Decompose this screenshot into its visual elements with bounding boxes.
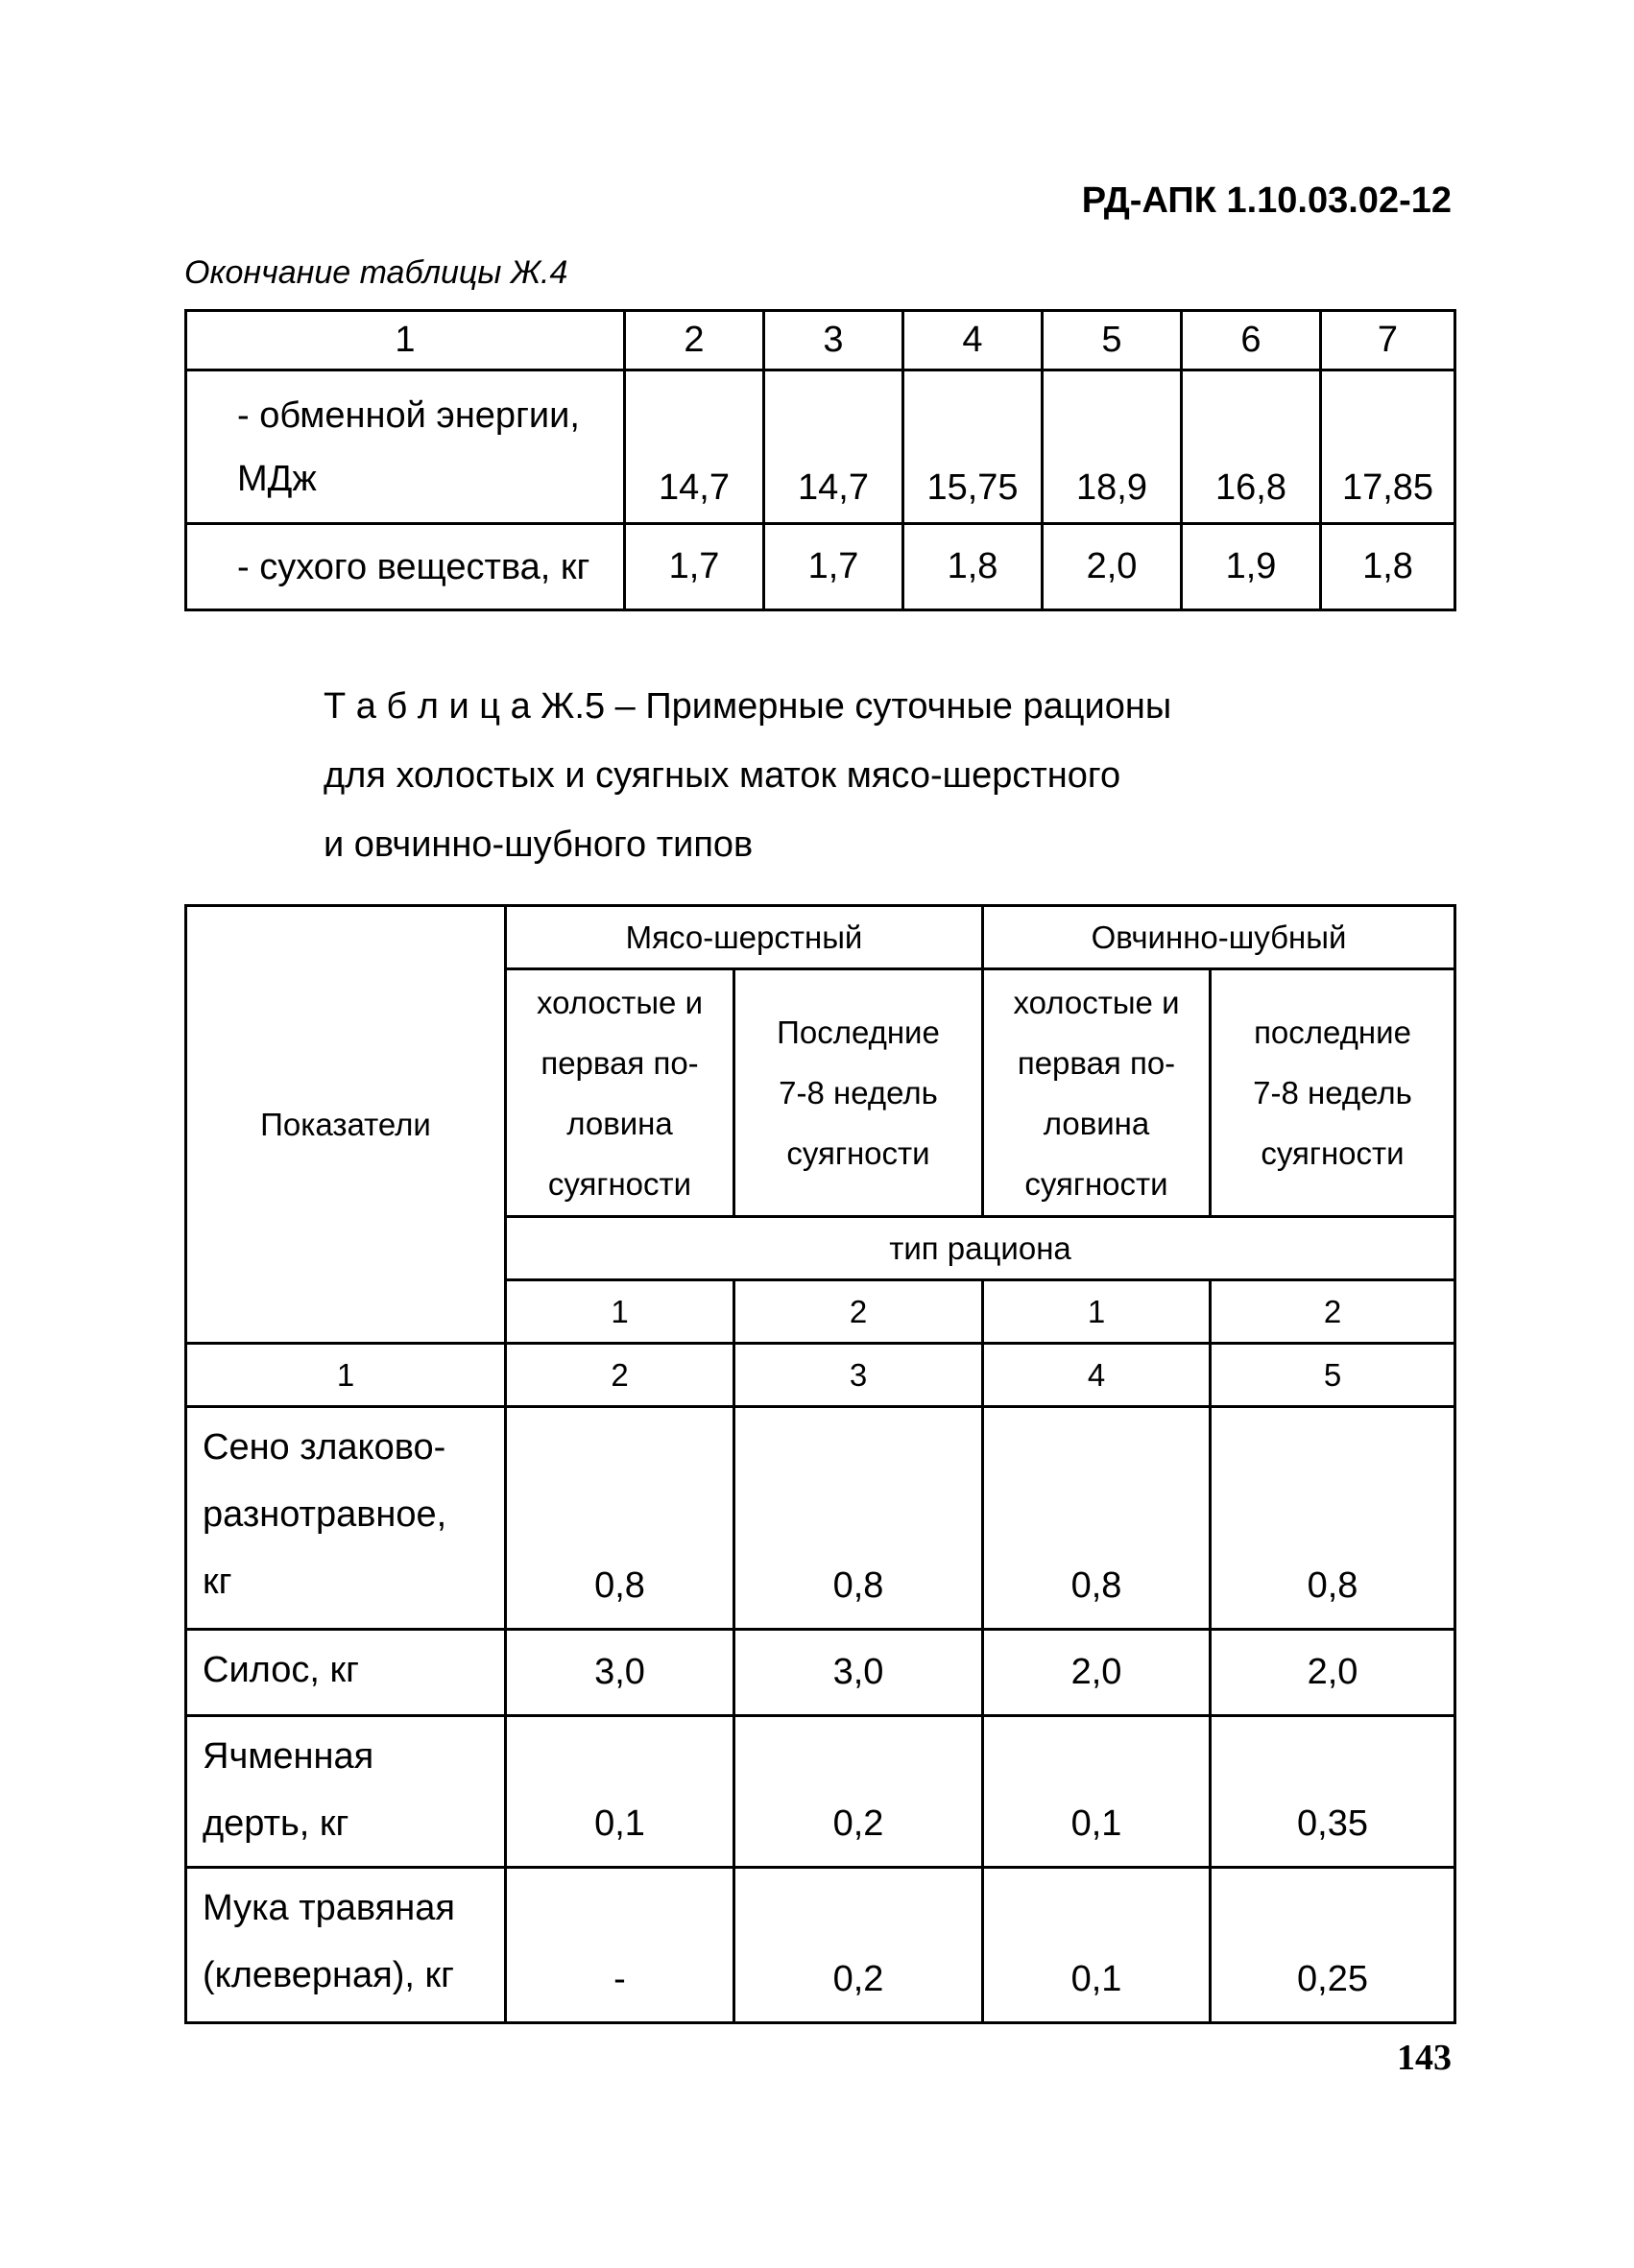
table-row — [186, 524, 1455, 610]
subheader-line: холостые и — [536, 984, 704, 1020]
row-label — [186, 1716, 506, 1868]
subheader-line: ловина — [566, 1105, 673, 1141]
table-4 — [184, 309, 1456, 611]
table-cell: 0,8 — [506, 1407, 734, 1630]
subheader-line: суягности — [1261, 1135, 1405, 1171]
table-4-header-cell: 5 — [1043, 311, 1182, 370]
subheader-line: первая по- — [1017, 1044, 1176, 1081]
table-cell: 0,2 — [734, 1716, 983, 1868]
table-row — [186, 1630, 1455, 1716]
subheader-line: последние — [1254, 1015, 1411, 1050]
group-header-meat-wool: Мясо-шерстный — [506, 906, 983, 969]
row-label: - сухого вещества, кг — [186, 524, 625, 610]
subheader-line: суягности — [1024, 1165, 1168, 1202]
row-label-line: Мука травяная — [203, 1888, 455, 1928]
table-cell: 17,85 — [1321, 370, 1455, 524]
table-cell: 2,0 — [983, 1630, 1211, 1716]
subheader-cell — [1211, 969, 1455, 1217]
table-row — [186, 1868, 1455, 2023]
subheader-line: первая по- — [541, 1044, 699, 1081]
row-label — [186, 1868, 506, 2023]
table-cell: 18,9 — [1043, 370, 1182, 524]
subheader-line: 7-8 недель — [1253, 1075, 1412, 1110]
table-cell: 2,0 — [1043, 524, 1182, 610]
table-cell: 0,25 — [1211, 1868, 1455, 2023]
row-label-line: (клеверная), кг — [203, 1955, 454, 1995]
table-5-title — [324, 672, 1171, 879]
ration-type-cell: 2 — [734, 1280, 983, 1344]
table-5 — [184, 904, 1456, 2024]
table-cell: 0,8 — [983, 1407, 1211, 1630]
table-cell: 0,2 — [734, 1868, 983, 2023]
table-4-header-row — [186, 311, 1455, 370]
table-cell: 3,0 — [506, 1630, 734, 1716]
table-cell: 0,1 — [983, 1868, 1211, 2023]
ration-type-cell: 2 — [1211, 1280, 1455, 1344]
subheader-cell — [734, 969, 983, 1217]
table-cell: 3,0 — [734, 1630, 983, 1716]
ration-type-cell: 1 — [983, 1280, 1211, 1344]
table-row — [186, 1716, 1455, 1868]
subheader-line: суягности — [547, 1165, 692, 1202]
table-cell: 16,8 — [1182, 370, 1321, 524]
page-number: 143 — [1397, 2038, 1452, 2078]
table-cell: 14,7 — [625, 370, 764, 524]
subheader-line: ловина — [1043, 1105, 1150, 1141]
table-cell: 2,0 — [1211, 1630, 1455, 1716]
group-header-sheepskin: Овчинно-шубный — [983, 906, 1455, 969]
ration-type-cell: 1 — [506, 1280, 734, 1344]
table-cell: 0,8 — [1211, 1407, 1455, 1630]
indicators-header: Показатели — [186, 906, 506, 1344]
table-4-header-cell: 1 — [186, 311, 625, 370]
row-label-line: разнотравное, — [203, 1494, 447, 1535]
subheader-line: 7-8 недель — [779, 1075, 938, 1110]
subheader-line: суягности — [786, 1135, 930, 1171]
table-4-header-cell: 6 — [1182, 311, 1321, 370]
subheader-cell — [983, 969, 1211, 1217]
table-4-header-cell: 4 — [903, 311, 1043, 370]
table-cell: 0,35 — [1211, 1716, 1455, 1868]
row-label-line: дерть, кг — [203, 1803, 349, 1844]
table-cell: - — [506, 1868, 734, 2023]
column-number-cell: 1 — [186, 1344, 506, 1407]
table-cell: 14,7 — [764, 370, 903, 524]
table-5-group-row — [186, 906, 1455, 969]
table-cell: 15,75 — [903, 370, 1043, 524]
row-label — [186, 370, 625, 524]
row-label-line: Силос, кг — [203, 1650, 360, 1690]
row-label-line: - обменной энергии, — [237, 394, 580, 436]
table-4-header-cell: 2 — [625, 311, 764, 370]
row-label — [186, 1630, 506, 1716]
subheader-line: холостые и — [1013, 984, 1180, 1020]
table-row — [186, 370, 1455, 524]
title-line: и овчинно-шубного типов — [324, 824, 754, 865]
title-line: для холостых и суягных маток мясо-шерстного — [324, 755, 1121, 796]
subheader-line: Последние — [777, 1015, 940, 1050]
column-number-cell: 4 — [983, 1344, 1211, 1407]
row-label-line: Сено злаково- — [203, 1427, 446, 1468]
table-4-header-cell: 7 — [1321, 311, 1455, 370]
column-number-cell: 5 — [1211, 1344, 1455, 1407]
table-4-header-cell: 3 — [764, 311, 903, 370]
column-number-cell: 2 — [506, 1344, 734, 1407]
table-cell: 0,8 — [734, 1407, 983, 1630]
row-label-line: МДж — [237, 458, 317, 499]
row-label-line: кг — [203, 1562, 232, 1602]
subheader-cell — [506, 969, 734, 1217]
document-code: РД-АПК 1.10.03.02-12 — [1081, 180, 1452, 221]
row-label — [186, 1407, 506, 1630]
column-number-cell: 3 — [734, 1344, 983, 1407]
table-4-caption: Окончание таблицы Ж.4 — [184, 254, 568, 291]
table-cell: 1,7 — [625, 524, 764, 610]
ration-type-label: тип рациона — [506, 1217, 1455, 1280]
table-row — [186, 1407, 1455, 1630]
table-cell: 0,1 — [983, 1716, 1211, 1868]
table-cell: 1,8 — [1321, 524, 1455, 610]
table-cell: 1,7 — [764, 524, 903, 610]
table-cell: 1,9 — [1182, 524, 1321, 610]
table-5-column-numbers-row — [186, 1344, 1455, 1407]
table-cell: 0,1 — [506, 1716, 734, 1868]
title-line: Т а б л и ц а Ж.5 – Примерные суточные рационы — [324, 686, 1172, 727]
table-cell: 1,8 — [903, 524, 1043, 610]
row-label-line: Ячменная — [203, 1736, 374, 1777]
